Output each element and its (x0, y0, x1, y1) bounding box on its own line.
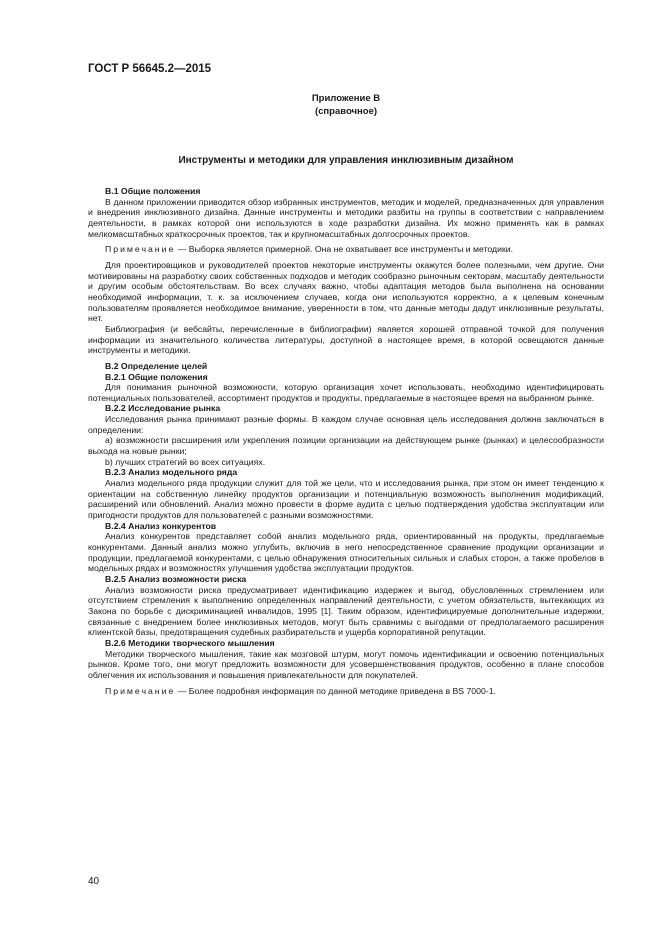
subsection-heading: В.2.2 Исследование рынка (105, 403, 221, 414)
subsection-heading: В.2.3 Анализ модельного ряда (105, 467, 238, 478)
subsection-heading: В.2.4 Анализ конкурентов (105, 520, 217, 531)
subsection-heading: В.2.1 Общие положения (105, 371, 208, 382)
document-body (88, 186, 604, 696)
section-heading: В.2 Определение целей (105, 360, 208, 371)
paragraph: Анализ конкурентов представляет собой анализ модельного ряда, ориентированный на продукты, предлагаемые конкурентами. Данный анализ можно углубить, включив в него непосредственное сравнение продукции организации и продукции, предлагаемой конкурентами, с целью обнаружения относительных сильных и слабых сторон, а также пробелов в модельных рядах и возможностях улучшения удобства эксплуатации продуктов. (88, 531, 604, 574)
section-heading: В.1 Общие положения (105, 186, 201, 196)
paragraph: Для понимания рыночной возможности, которую организация хочет использовать, необходимо идентифицировать потенциальных пользователей, ассортимент продуктов и продукты, предлагаемые в настоящее время на выбранном рынке. (88, 382, 604, 403)
paragraph: Исследования рынка принимают разные формы. В каждом случае основная цель исследования должна заключаться в определении: (88, 414, 604, 435)
note-text: — Выборка является примерной. Она не охватывает все инструменты и методики. (175, 244, 514, 255)
paragraph: Анализ модельного ряда продукции служит для той же цели, что и исследования рынка, при этом он имеет тенденцию к ориентации на собственную линейку продуктов организации и потенциальную возможность выполнения модификаций, расширений или обновлений. Анализ можно провести в форме аудита с целью подтверждения удобства эксплуатации или пригодности продуктов для пользователей с разными возможностями. (88, 478, 604, 521)
note-label: Примечание (105, 685, 176, 696)
note-text: — Более подробная информация по данной методике приведена в BS 7000-1. (175, 685, 496, 696)
standard-designation: ГОСТ Р 56645.2—2015 (88, 63, 212, 75)
paragraph: Анализ возможности риска предусматривает идентификацию издержек и выгод, обусловленных стремлением или отсутствием стремления к выполнению определенных направлений деятельности, с учетом обязательств, вытекающих из Закона по борьбе с дискриминацией инвалидов, 1995 [1]. Таким образом, идентифицируемые дополнительные издержки, связанные с внедрением более инклюзивных методов, могут быть сравнимы с выгодами от предполагаемого расширения клиентской базы, предотвращения судебных разбирательств и ущерба корпоративной репутации. (88, 584, 604, 638)
note (88, 244, 604, 255)
page-title: Инструменты и методики для управления инклюзивным дизайном (178, 155, 514, 166)
subsection-heading: В.2.5 Анализ возможности риска (105, 573, 247, 584)
note-label: Примечание (105, 244, 176, 255)
appendix-type: (справочное) (314, 106, 378, 117)
paragraph: Библиография (и вебсайты, перечисленные в библиографии) является хорошей отправной точкой для получения информации из значительного количества литературы, доступной в настоящее время, в которой освещаются данные инструменты и методики. (88, 323, 604, 356)
list-item: a) возможности расширения или укрепления позиции организации на действующем рынке (рынках) и целесообразности выхода на новые рынки; (88, 435, 604, 457)
note (88, 686, 604, 697)
paragraph: Для проектировщиков и руководителей проектов некоторые инструменты окажутся более полезными, чем другие. Они мотивированы на разработку своих собственных подходов и методик сообразно рыночным секторам, масштабу деятельности и другим особым обстоятельствам. Во всех случаях важно, чтобы адаптация методов была выполнена на основании необходимой информации, т. к. за исключением случаев, когда они используются корректно, а к целевым конечным пользователям проявляется необходимое внимание, уверенности в том, что данные методы дадут инклюзивные результаты, нет. (88, 259, 604, 324)
appendix-label: Приложение В (311, 93, 381, 104)
paragraph: Методики творческого мышления, такие как мозговой штурм, могут помочь идентификации и освоению потенциальных рынков. Кроме того, они могут предложить возможности для усовершенствования продуктов, особенно в плане способов облегчения их использования и повышения привлекательности для покупателей. (88, 648, 604, 680)
page-number: 40 (88, 876, 100, 887)
paragraph: В данном приложении приводится обзор избранных инструментов, методик и моделей, предназначенных для управления и внедрения инклюзивного дизайна. Данные инструменты и методики разбиты на группы в соответствии с направлением деятельности, в рамках которой они используются в ходе разработки дизайна. Их можно применять как в рамках мелкомасштабных краткосрочных проектов, так и крупномасштабных долгосрочных проектов. (88, 196, 604, 239)
list-item: b) лучших стратегий во всех ситуациях. (105, 456, 266, 467)
subsection-heading: В.2.6 Методики творческого мышления (105, 637, 275, 648)
